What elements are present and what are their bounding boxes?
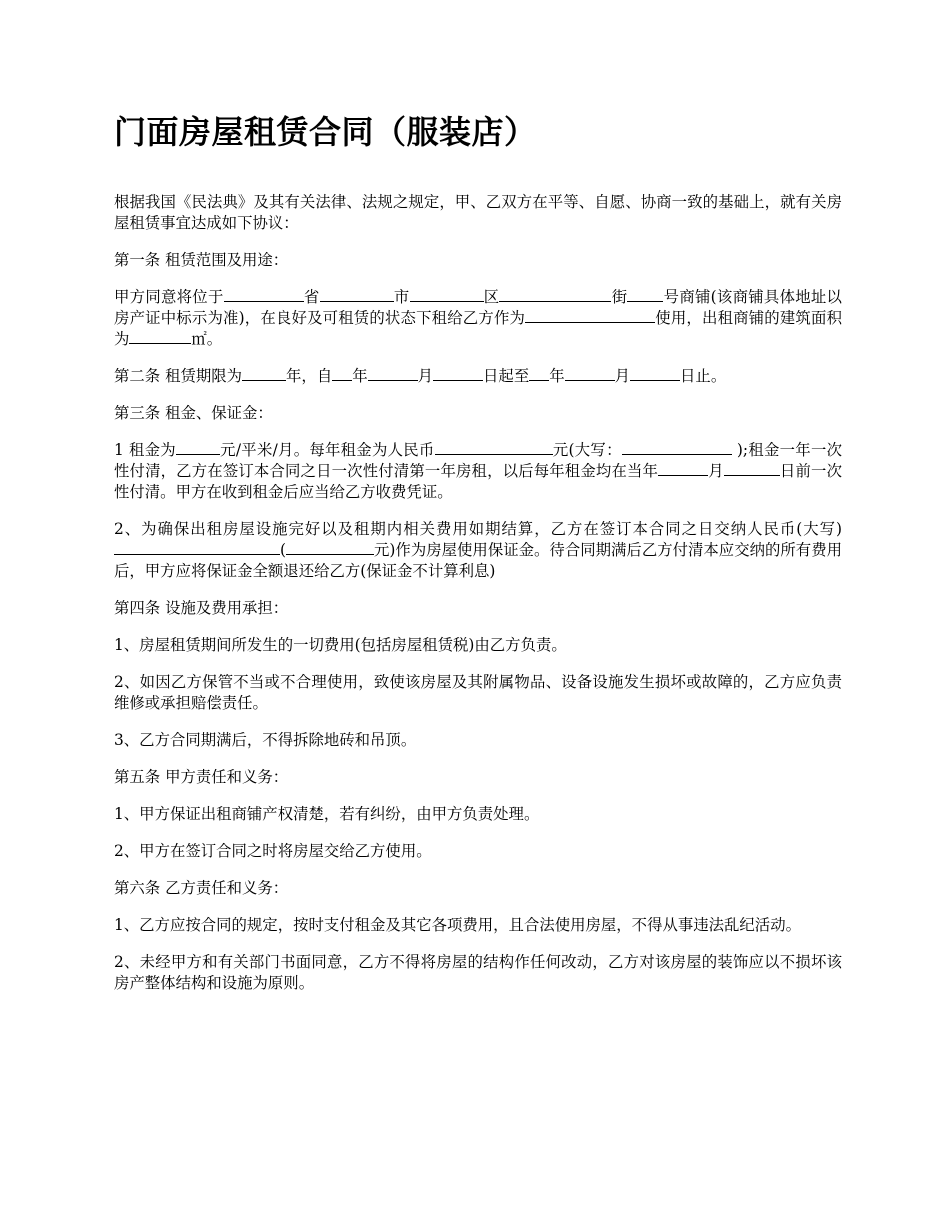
article-4-item: 3、乙方合同期满后，不得拆除地砖和吊顶。: [114, 731, 417, 749]
article-4-item: 1、房屋租赁期间所发生的一切费用(包括房屋租赁税)由乙方负责。: [114, 636, 567, 654]
article-5-item: 1、甲方保证出租商铺产权清楚，若有纠纷，由甲方负责处理。: [114, 805, 540, 823]
deposit-words-blank: [114, 540, 280, 555]
article-3-heading: 第三条 租金、保证金：: [114, 404, 273, 422]
article-4-item: 2、如因乙方保管不当或不合理使用，致使该房屋及其附属物品、设备设施发生损坏或故障的，乙方应负责维修或承担赔偿责任。: [114, 673, 842, 712]
term-years-blank: [242, 366, 286, 381]
deposit-amount-blank: [286, 540, 374, 555]
start-year-blank: [332, 366, 352, 381]
article-1-heading: 第一条 租赁范围及用途：: [114, 251, 289, 269]
article-6-item: 1、乙方应按合同的规定，按时支付租金及其它各项费用，且合法使用房屋，不得从事违法乱纪活动。: [114, 916, 801, 934]
document-title: 门面房屋租赁合同（服装店）: [114, 113, 537, 151]
annual-rent-words-blank: [622, 440, 732, 455]
city-blank: [320, 287, 394, 302]
end-day-blank: [630, 366, 680, 381]
intro-paragraph: 根据我国《民法典》及其有关法律、法规之规定，甲、乙双方在平等、自愿、协商一致的基础上，就有关房屋租赁事宜达成如下协议：: [114, 193, 842, 232]
contract-page: [114, 108, 842, 1010]
payment-month-blank: [658, 461, 708, 476]
province-blank: [224, 287, 304, 302]
article-6-heading: 第六条 乙方责任和义务：: [114, 879, 289, 897]
article-5-item: 2、甲方在签订合同之时将房屋交给乙方使用。: [114, 842, 432, 860]
article-6-item: 2、未经甲方和有关部门书面同意，乙方不得将房屋的结构作任何改动，乙方对该房屋的装饰应以不损坏该房产整体结构和设施为原则。: [114, 953, 842, 992]
district-blank: [410, 287, 484, 302]
article-3-deposit-paragraph: 2、为确保出租房屋设施完好以及租期内相关费用如期结算，乙方在签订本合同之日交纳人民币(大写)( 元)作为房屋使用保证金。待合同期满后乙方付清本应交纳的所有费用后，甲方应将保证金全额退还给乙方(保证金不计算利息): [114, 520, 842, 580]
start-month-blank: [368, 366, 418, 381]
article-5-heading: 第五条 甲方责任和义务：: [114, 768, 289, 786]
article-2-paragraph: 第二条 租赁期限为 年，自 年 月 日起至 年 月 日止。: [114, 367, 727, 385]
article-4-heading: 第四条 设施及费用承担：: [114, 599, 289, 617]
area-blank: [129, 329, 191, 344]
end-month-blank: [565, 366, 615, 381]
payment-day-blank: [724, 461, 780, 476]
rent-per-sqm-blank: [176, 440, 220, 455]
end-year-blank: [529, 366, 549, 381]
article-1-paragraph: 甲方同意将位于 省 市 区 街 号商铺(该商铺具体地址以房产证中标示为准)，在良好及可租赁的状态下租给乙方作为 使用，出租商铺的建筑面积为 ㎡。: [114, 288, 842, 348]
annual-rent-blank: [435, 440, 553, 455]
article-3-rent-paragraph: 1 租金为 元/平米/月。每年租金为人民币 元(大写： );租金一年一次性付清，乙方在签订本合同之日一次性付清第一年房租，以后每年租金均在当年 月 日前一次性付清。甲方在收到租金后应当给乙方收费凭证。: [114, 441, 843, 501]
number-blank: [627, 287, 663, 302]
start-day-blank: [433, 366, 483, 381]
street-blank: [499, 287, 611, 302]
usage-blank: [525, 308, 655, 323]
